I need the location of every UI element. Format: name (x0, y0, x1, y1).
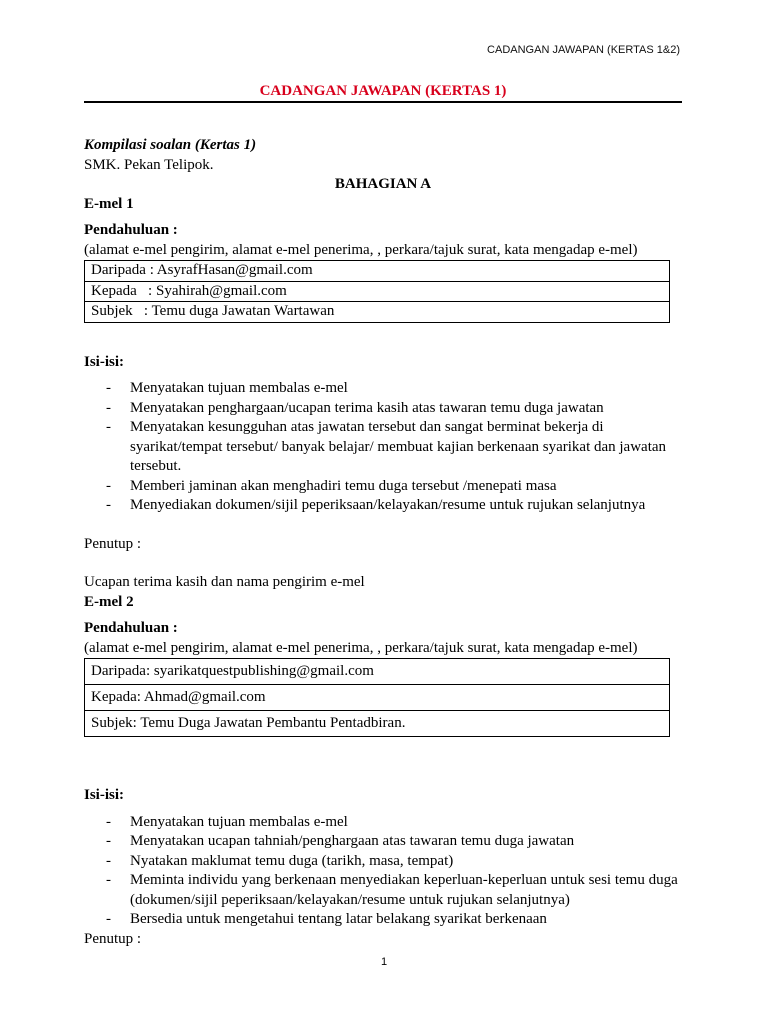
email1-heading: E-mel 1 (84, 195, 134, 212)
running-header: CADANGAN JAWAPAN (KERTAS 1&2) (487, 44, 680, 56)
email1-header-table (84, 260, 670, 323)
compilation-label: Kompilasi soalan (Kertas 1) (84, 137, 257, 153)
document-title: CADANGAN JAWAPAN (KERTAS 1) (259, 83, 507, 99)
list-item: - Bersedia untuk mengetahui tentang latar belakang syarikat berkenaan (84, 910, 682, 930)
dash-icon: - (106, 419, 111, 435)
email1-closing-text: Ucapan terima kasih dan nama pengirim e-mel (84, 574, 365, 590)
section-heading: BAHAGIAN A (334, 176, 432, 192)
dash-icon: - (106, 911, 111, 927)
dash-icon: - (106, 477, 111, 494)
dash-icon: - (106, 833, 111, 849)
list-item: - Memberi jaminan akan menghadiri temu duga tersebut /menepati masa (84, 477, 682, 497)
list-item: - Menyatakan tujuan membalas e-mel (84, 379, 682, 399)
document-body (84, 136, 682, 949)
school-name: SMK. Pekan Telipok. (84, 156, 214, 173)
email2-subject-cell: Subjek: Temu Duga Jawatan Pembantu Pentadbiran. (85, 711, 670, 737)
email1-content-heading: Isi-isi: (84, 353, 125, 370)
email1-intro-note: (alamat e-mel pengirim, alamat e-mel penerima, , perkara/tajuk surat, kata mengadap e-mel) (84, 241, 638, 258)
email1-intro-heading: Pendahuluan : (84, 222, 178, 238)
email2-intro-note: (alamat e-mel pengirim, alamat e-mel penerima, , perkara/tajuk surat, kata mengadap e-mel) (84, 639, 638, 656)
table-row (85, 711, 670, 737)
email1-points (84, 379, 682, 516)
title-divider (84, 101, 682, 103)
email2-from-cell: Daripada: syarikatquestpublishing@gmail.com (85, 659, 670, 685)
email2-intro-heading: Pendahuluan : (84, 620, 178, 636)
email2-points (84, 813, 682, 930)
email2-closing-heading: Penutup : (84, 930, 142, 947)
email2-to-cell: Kepada: Ahmad@gmail.com (85, 685, 670, 711)
list-item: - Menyatakan kesungguhan atas jawatan tersebut dan sangat berminat bekerja di syarikat/tempat tersebut/ banyak belajar/ membuat kajian berkenaan syarikat dan jawatan tersebut. (106, 419, 667, 474)
list-item: - Meminta individu yang berkenaan menyediakan keperluan-keperluan untuk sesi temu duga (dokumen/sijil peperiksaan/kelayakan/resume untuk rujukan selanjutnya) (106, 872, 678, 908)
table-row (85, 685, 670, 711)
list-item: - Menyatakan ucapan tahniah/penghargaan atas tawaran temu duga jawatan (84, 832, 682, 852)
email2-header-table (84, 658, 670, 737)
email1-to-cell: Kepada : Syahirah@gmail.com (85, 281, 670, 302)
email1-closing-heading: Penutup : (84, 535, 142, 552)
dash-icon: - (106, 852, 111, 869)
table-row (85, 261, 670, 282)
email1-from-cell: Daripada : AsyrafHasan@gmail.com (85, 261, 670, 282)
email2-content-heading: Isi-isi: (84, 787, 125, 803)
dash-icon: - (106, 497, 111, 513)
dash-icon: - (106, 872, 111, 888)
list-item: - Nyatakan maklumat temu duga (tarikh, masa, tempat) (84, 852, 682, 872)
dash-icon: - (106, 813, 111, 830)
dash-icon: - (106, 399, 111, 416)
list-item: - Menyediakan dokumen/sijil peperiksaan/kelayakan/resume untuk rujukan selanjutnya (84, 496, 682, 516)
list-item: - Menyatakan penghargaan/ucapan terima kasih atas tawaran temu duga jawatan (84, 399, 682, 419)
email2-heading: E-mel 2 (84, 593, 134, 610)
email1-subject-cell: Subjek : Temu duga Jawatan Wartawan (85, 302, 670, 323)
table-row (85, 659, 670, 685)
table-row (85, 302, 670, 323)
list-item: - Menyatakan tujuan membalas e-mel (84, 813, 682, 833)
page-number: 1 (380, 956, 388, 968)
table-row (85, 281, 670, 302)
dash-icon: - (106, 380, 111, 396)
